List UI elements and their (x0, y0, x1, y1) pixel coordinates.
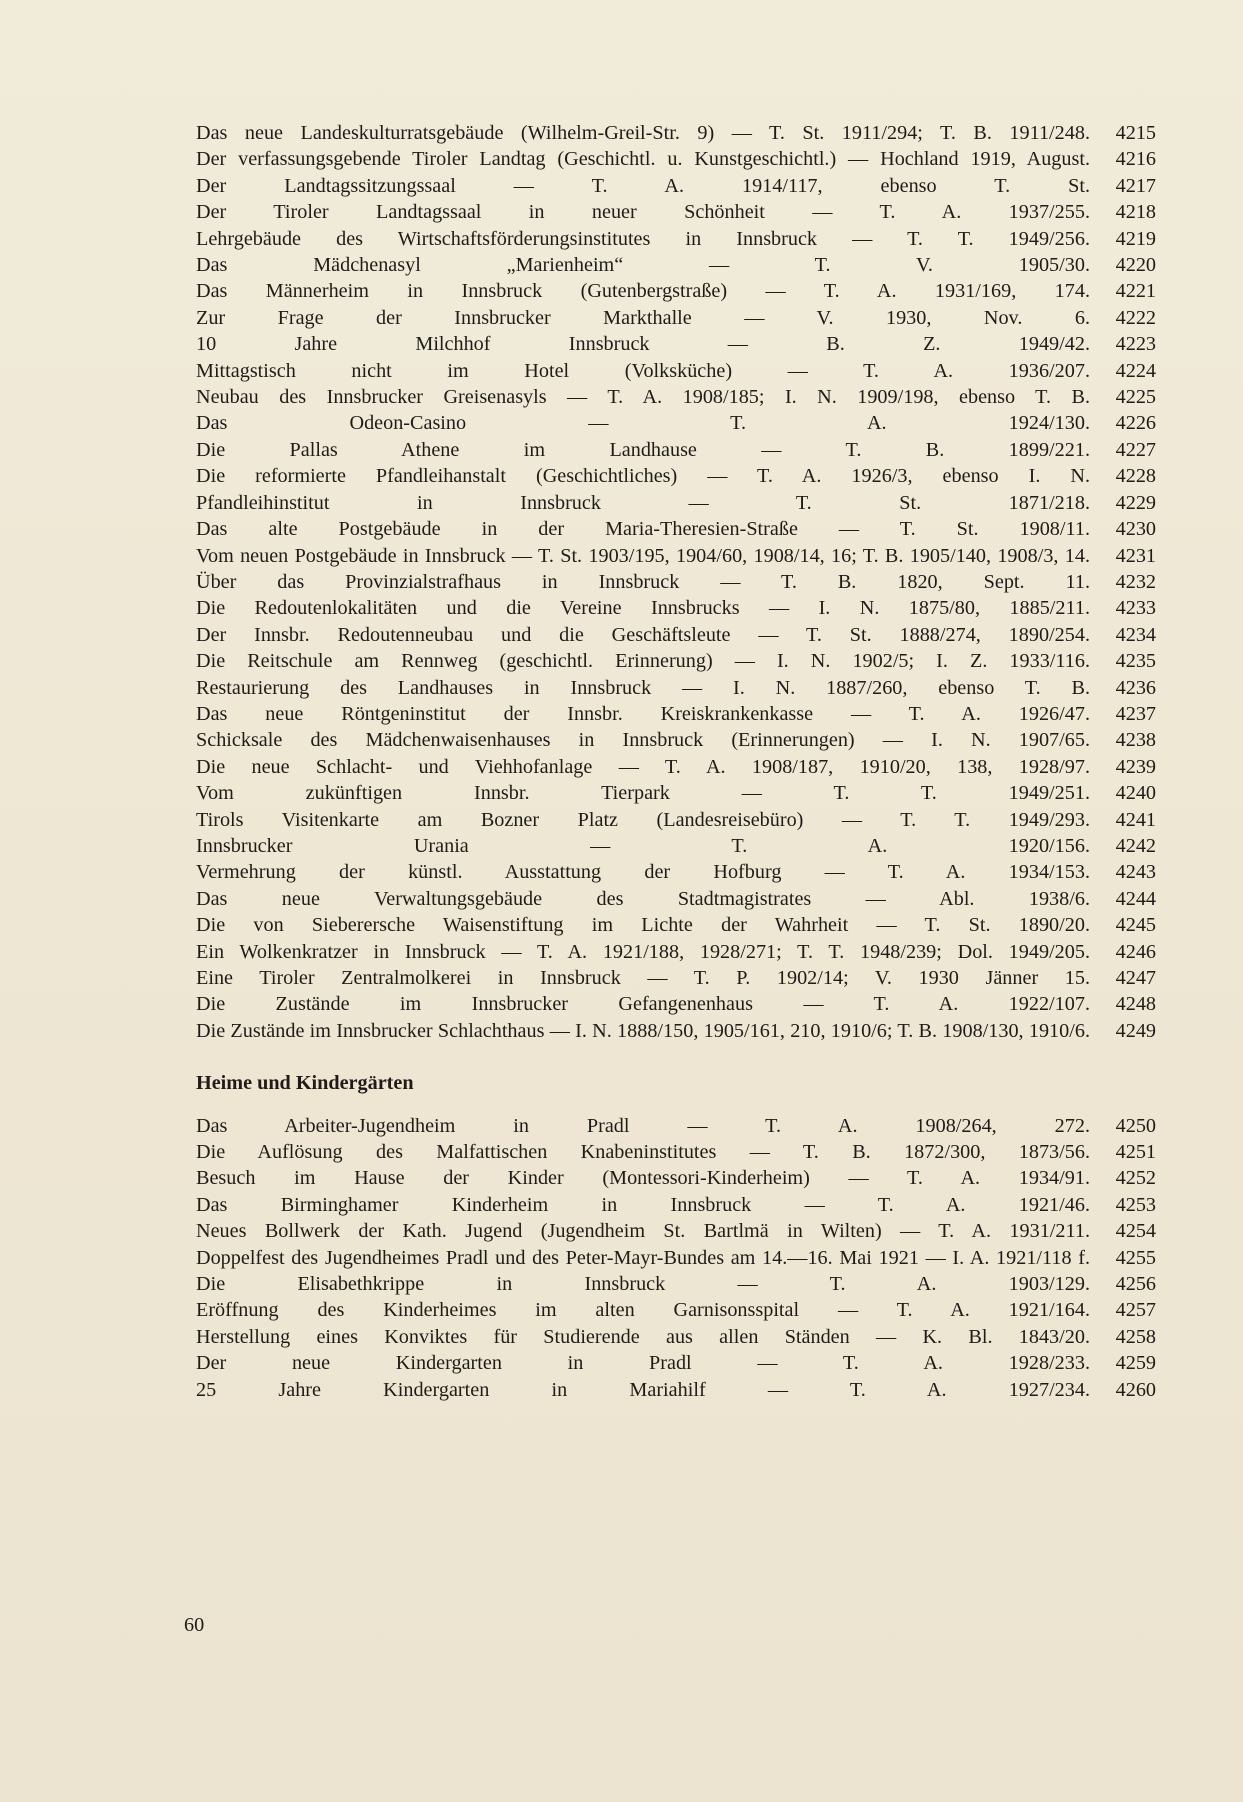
entry-number: 4254 (1115, 1220, 1156, 1243)
entry-number: 4234 (1115, 623, 1156, 646)
entry-number: 4250 (1115, 1114, 1156, 1137)
entry-title: Der Tiroler Landtagssaal in neuer Schönheit — T. A. 1937/255. (196, 201, 1090, 224)
index-entry (196, 1350, 1156, 1376)
entry-number: 4252 (1115, 1167, 1156, 1190)
entry-number: 4228 (1115, 465, 1156, 488)
entry-number: 4237 (1115, 702, 1156, 725)
index-entry (196, 1113, 1156, 1139)
entry-number: 4218 (1115, 201, 1156, 224)
entry-title: Das Odeon-Casino — T. A. 1924/130. (196, 412, 1090, 435)
entry-title: Herstellung eines Konviktes für Studierende aus allen Ständen — K. Bl. 1843/20. (196, 1325, 1090, 1348)
entry-title: Besuch im Hause der Kinder (Montessori-Kinderheim) — T. A. 1934/91. (196, 1167, 1090, 1190)
index-section-homes (196, 1113, 1156, 1403)
index-entry (196, 622, 1156, 648)
index-entry (196, 780, 1156, 806)
entry-title: 25 Jahre Kindergarten in Mariahilf — T. A. 1927/234. (196, 1378, 1090, 1401)
index-entry (196, 516, 1156, 542)
entry-title: Ein Wolkenkratzer in Innsbruck — T. A. 1921/188, 1928/271; T. T. 1948/239; Dol. 1949/205. (196, 940, 1090, 963)
entry-number: 4249 (1115, 1019, 1156, 1042)
index-entry (196, 727, 1156, 753)
entry-title: Über das Provinzialstrafhaus in Innsbruck — T. B. 1820, Sept. 11. (196, 570, 1090, 593)
entry-number: 4242 (1115, 834, 1156, 857)
entry-title: 10 Jahre Milchhof Innsbruck — B. Z. 1949/42. (196, 333, 1090, 356)
index-entry (196, 807, 1156, 833)
entry-title: Eröffnung des Kinderheimes im alten Garnisonsspital — T. A. 1921/164. (196, 1299, 1090, 1322)
entry-title: Mittagstisch nicht im Hotel (Volksküche) — T. A. 1936/207. (196, 359, 1090, 382)
index-entry (196, 859, 1156, 885)
entry-title: Die Reitschule am Rennweg (geschichtl. Erinnerung) — I. N. 1902/5; I. Z. 1933/116. (196, 650, 1090, 673)
entry-title: Innsbrucker Urania — T. A. 1920/156. (196, 834, 1090, 857)
entry-number: 4215 (1115, 122, 1156, 144)
entry-number: 4221 (1115, 280, 1156, 303)
entry-number: 4247 (1115, 967, 1156, 989)
index-entry (196, 384, 1156, 410)
index-entry (196, 1192, 1156, 1218)
index-entry (196, 965, 1156, 991)
entry-number: 4260 (1115, 1378, 1156, 1401)
entry-number: 4216 (1115, 148, 1156, 171)
entry-number: 4251 (1115, 1141, 1156, 1164)
entry-number: 4258 (1115, 1325, 1156, 1348)
entry-number: 4243 (1115, 861, 1156, 884)
entry-number: 4220 (1115, 254, 1156, 277)
index-column (196, 120, 1156, 1403)
entry-title: Die Auflösung des Malfattischen Knabeninstitutes — T. B. 1872/300, 1873/56. (196, 1141, 1090, 1164)
index-entry (196, 833, 1156, 859)
entry-number: 4239 (1115, 755, 1156, 778)
index-entry (196, 595, 1156, 621)
index-entry (196, 939, 1156, 965)
entry-title: Doppelfest des Jugendheimes Pradl und des Peter-Mayr-Bundes am 14.—16. Mai 1921 — I. A. 1921/118 f. (196, 1246, 1090, 1269)
index-entry (196, 331, 1156, 357)
entry-title: Zur Frage der Innsbrucker Markthalle — V. 1930, Nov. 6. (196, 306, 1090, 329)
entry-title: Restaurierung des Landhauses in Innsbruck — I. N. 1887/260, ebenso T. B. (196, 676, 1090, 699)
entry-title: Der Landtagssitzungssaal — T. A. 1914/117, ebenso T. St. (196, 174, 1090, 197)
index-entry (196, 648, 1156, 674)
index-entry (196, 120, 1156, 146)
entry-title: Lehrgebäude des Wirtschaftsförderungsinstitutes in Innsbruck — T. T. 1949/256. (196, 227, 1090, 250)
index-entry (196, 1271, 1156, 1297)
entry-title: Die Elisabethkrippe in Innsbruck — T. A. 1903/129. (196, 1273, 1090, 1296)
entry-number: 4248 (1115, 993, 1156, 1016)
entry-number: 4244 (1115, 887, 1156, 910)
entry-number: 4257 (1115, 1299, 1156, 1322)
entry-number: 4232 (1115, 570, 1156, 593)
entry-title: Pfandleihinstitut in Innsbruck — T. St. 1871/218. (196, 491, 1090, 514)
index-entry (196, 1218, 1156, 1244)
index-entry (196, 437, 1156, 463)
entry-title: Das neue Landeskulturratsgebäude (Wilhelm-Greil-Str. 9) — T. St. 1911/294; T. B. 1911/248. (196, 122, 1090, 144)
entry-title: Der neue Kindergarten in Pradl — T. A. 1928/233. (196, 1352, 1090, 1375)
entry-title: Tirols Visitenkarte am Bozner Platz (Landesreisebüro) — T. T. 1949/293. (196, 808, 1090, 831)
entry-title: Der verfassungsgebende Tiroler Landtag (Geschichtl. u. Kunstgeschichtl.) — Hochland 1919, August. (196, 148, 1090, 171)
entry-number: 4219 (1115, 227, 1156, 250)
entry-number: 4255 (1115, 1246, 1156, 1269)
entry-title: Das alte Postgebäude in der Maria-Theresien-Straße — T. St. 1908/11. (196, 518, 1090, 541)
entry-title: Der Innsbr. Redoutenneubau und die Geschäftsleute — T. St. 1888/274, 1890/254. (196, 623, 1090, 646)
entry-number: 4259 (1115, 1352, 1156, 1375)
index-entry (196, 146, 1156, 172)
entry-title: Die reformierte Pfandleihanstalt (Geschichtliches) — T. A. 1926/3, ebenso I. N. (196, 465, 1090, 488)
index-entry (196, 1245, 1156, 1271)
index-entry (196, 543, 1156, 569)
entry-title: Die von Sieberersche Waisenstiftung im Lichte der Wahrheit — T. St. 1890/20. (196, 914, 1090, 937)
entry-title: Neues Bollwerk der Kath. Jugend (Jugendheim St. Bartlmä in Wilten) — T. A. 1931/211. (196, 1220, 1090, 1243)
entry-number: 4246 (1115, 940, 1156, 963)
index-entry (196, 173, 1156, 199)
entry-number: 4222 (1115, 306, 1156, 329)
entry-title: Schicksale des Mädchenwaisenhauses in Innsbruck (Erinnerungen) — I. N. 1907/65. (196, 729, 1090, 752)
entry-title: Das neue Verwaltungsgebäude des Stadtmagistrates — Abl. 1938/6. (196, 887, 1090, 910)
index-entry (196, 410, 1156, 436)
entry-title: Vom zukünftigen Innsbr. Tierpark — T. T. 1949/251. (196, 782, 1090, 805)
entry-title: Die Pallas Athene im Landhause — T. B. 1899/221. (196, 438, 1090, 461)
entry-title: Vermehrung der künstl. Ausstattung der Hofburg — T. A. 1934/153. (196, 861, 1090, 884)
index-entry (196, 278, 1156, 304)
entry-number: 4233 (1115, 597, 1156, 620)
entry-title: Eine Tiroler Zentralmolkerei in Innsbruck — T. P. 1902/14; V. 1930 Jänner 15. (196, 967, 1090, 989)
index-entry (196, 886, 1156, 912)
entry-number: 4231 (1115, 544, 1156, 567)
index-entry (196, 754, 1156, 780)
index-entry (196, 569, 1156, 595)
entry-title: Die Redoutenlokalitäten und die Vereine Innsbrucks — I. N. 1875/80, 1885/211. (196, 597, 1090, 620)
entry-number: 4225 (1115, 386, 1156, 409)
index-entry (196, 490, 1156, 516)
index-entry (196, 675, 1156, 701)
page-number: 60 (184, 1614, 205, 1636)
index-entry (196, 1165, 1156, 1191)
index-entry (196, 252, 1156, 278)
entry-number: 4226 (1115, 412, 1156, 435)
entry-title: Das Männerheim in Innsbruck (Gutenbergstraße) — T. A. 1931/169, 174. (196, 280, 1090, 303)
entry-number: 4240 (1115, 782, 1156, 805)
entry-number: 4238 (1115, 729, 1156, 752)
index-entry (196, 1297, 1156, 1323)
entry-number: 4253 (1115, 1193, 1156, 1216)
entry-number: 4227 (1115, 438, 1156, 461)
entry-number: 4245 (1115, 914, 1156, 937)
section-heading: Heime und Kindergärten (196, 1072, 414, 1095)
entry-title: Die Zustände im Innsbrucker Schlachthaus — I. N. 1888/150, 1905/161, 210, 1910/6; T. B. 1908/130, 1910/6. (196, 1019, 1090, 1042)
entry-title: Das Arbeiter-Jugendheim in Pradl — T. A. 1908/264, 272. (196, 1114, 1090, 1137)
entry-number: 4241 (1115, 808, 1156, 831)
entry-number: 4236 (1115, 676, 1156, 699)
index-entry (196, 226, 1156, 252)
entry-number: 4224 (1115, 359, 1156, 382)
entry-number: 4256 (1115, 1273, 1156, 1296)
index-entry (196, 1139, 1156, 1165)
entry-title: Das neue Röntgeninstitut der Innsbr. Kreiskrankenkasse — T. A. 1926/47. (196, 702, 1090, 725)
index-entry (196, 1018, 1156, 1044)
index-entry (196, 463, 1156, 489)
index-entry (196, 199, 1156, 225)
index-entry (196, 1324, 1156, 1350)
index-entry (196, 701, 1156, 727)
entry-number: 4223 (1115, 333, 1156, 356)
entry-number: 4229 (1115, 491, 1156, 514)
entry-title: Vom neuen Postgebäude in Innsbruck — T. St. 1903/195, 1904/60, 1908/14, 16; T. B. 1905/140, 1908/3, 14. (196, 544, 1090, 567)
index-entry (196, 305, 1156, 331)
entry-number: 4230 (1115, 518, 1156, 541)
entry-number: 4235 (1115, 650, 1156, 673)
index-section-buildings (196, 120, 1156, 1044)
index-entry (196, 1377, 1156, 1403)
entry-title: Das Mädchenasyl „Marienheim“ — T. V. 1905/30. (196, 254, 1090, 277)
entry-title: Neubau des Innsbrucker Greisenasyls — T. A. 1908/185; I. N. 1909/198, ebenso T. B. (196, 386, 1090, 409)
index-entry (196, 912, 1156, 938)
entry-title: Die neue Schlacht- und Viehhofanlage — T. A. 1908/187, 1910/20, 138, 1928/97. (196, 755, 1090, 778)
index-entry (196, 991, 1156, 1017)
index-entry (196, 358, 1156, 384)
entry-title: Die Zustände im Innsbrucker Gefangenenhaus — T. A. 1922/107. (196, 993, 1090, 1016)
entry-number: 4217 (1115, 174, 1156, 197)
entry-title: Das Birminghamer Kinderheim in Innsbruck — T. A. 1921/46. (196, 1193, 1090, 1216)
